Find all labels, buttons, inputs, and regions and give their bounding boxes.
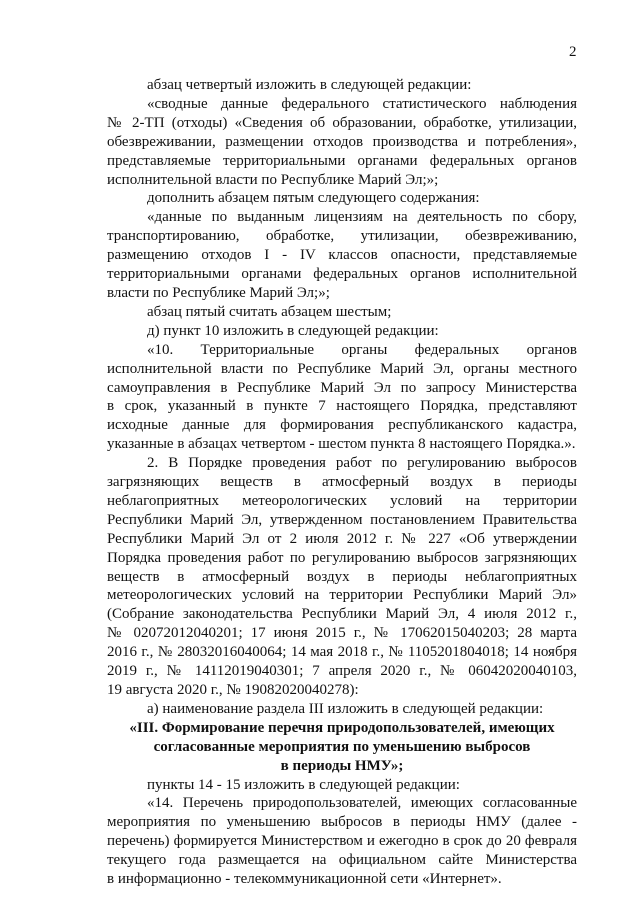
text-line: (Собрание законодательства Республики Марий Эл, 4 июля 2012 г., <box>107 606 577 623</box>
text-line: 19 августа 2020 г., № 19082020040278): <box>107 682 359 698</box>
text-line: перечень) формируется Министерством и ежегодно в срок до 20 февраля <box>107 833 577 850</box>
text-line: «10. Территориальные органы федеральных органов <box>147 341 577 358</box>
text-line: указанные в абзацах четвертом - шестом пункта 8 настоящего Порядка.». <box>107 436 576 453</box>
text-line: 2016 г., № 28032016040064; 14 мая 2018 г., № 1105201804018; 14 ноября <box>107 644 577 661</box>
text-line: транспортированию, обработке, утилизации, обезвреживанию, <box>107 228 577 245</box>
page-number: 2 <box>569 44 577 60</box>
text-line: Порядка проведения работ по регулированию выбросов загрязняющих <box>107 549 577 566</box>
text-line: абзац пятый считать абзацем шестым; <box>147 303 392 320</box>
text-line: исходные данные для формирования республиканского кадастра, <box>107 417 577 434</box>
text-line: метеорологических условий на территории Республики Марий Эл» <box>107 587 577 604</box>
text-line: «данные по выданным лицензиям на деятельность по сбору, <box>147 209 577 226</box>
text-line: 2019 г., № 14112019040301; 7 апреля 2020 г., № 06042020040103, <box>107 663 577 680</box>
text-line: «14. Перечень природопользователей, имеющих согласованные <box>147 795 577 812</box>
text-line: в информационно - телекоммуникационной сети «Интернет». <box>107 871 502 888</box>
text-line: № 2-ТП (отходы) «Сведения об образовании, обработке, утилизации, <box>107 114 577 131</box>
text-line: самоуправления в Республике Марий Эл по запросу Министерства <box>107 379 577 396</box>
text-line: загрязняющих веществ в атмосферный воздух в периоды <box>107 474 577 491</box>
text-line: а) наименование раздела III изложить в следующей редакции: <box>147 700 544 717</box>
text-line: д) пункт 10 изложить в следующей редакции: <box>147 322 439 339</box>
text-line: неблагоприятных метеорологических условий на территории <box>107 492 577 509</box>
text-line: веществ в атмосферный воздух в периоды неблагоприятных <box>107 568 577 585</box>
text-line: «сводные данные федерального статистического наблюдения <box>147 95 577 112</box>
text-line: обезвреживании, размещении отходов производства и потребления», <box>107 133 577 150</box>
text-line: мероприятия по уменьшению выбросов в периоды НМУ (далее - <box>107 814 577 831</box>
text-line: размещению отходов I - IV классов опасности, представляемые <box>107 247 577 264</box>
text-line: согласованные мероприятия по уменьшению выбросов <box>153 738 531 755</box>
text-line: в периоды НМУ»; <box>280 757 404 774</box>
text-line: пункты 14 - 15 изложить в следующей редакции: <box>147 776 460 793</box>
document-body <box>107 76 577 889</box>
text-line: № 02072012040201; 17 июня 2015 г., № 17062015040203; 28 марта <box>107 625 577 642</box>
text-line: представляемые территориальными органами федеральных органов <box>107 152 577 169</box>
text-line: власти по Республике Марий Эл;»; <box>107 284 330 301</box>
text-line: исполнительной власти по Республике Марий Эл;»; <box>107 171 439 188</box>
text-line: территориальными органами федеральных органов исполнительной <box>107 266 577 283</box>
text-line: абзац четвертый изложить в следующей редакции: <box>147 77 472 93</box>
text-line: исполнительной власти по Республике Марий Эл, органы местного <box>107 360 577 377</box>
text-line: в срок, указанный в пункте 7 настоящего Порядка, представляют <box>107 398 577 415</box>
text-line: дополнить абзацем пятым следующего содержания: <box>147 190 480 207</box>
text-line: Республики Марий Эл, утвержденном постановлением Правительства <box>107 511 577 528</box>
text-line: Республики Марий Эл от 2 июля 2012 г. № 227 «Об утверждении <box>107 530 577 547</box>
text-line: текущего года размещается на официальном сайте Министерства <box>107 852 577 869</box>
text-line: 2. В Порядке проведения работ по регулированию выбросов <box>147 455 577 472</box>
text-line: «III. Формирование перечня природопользователей, имеющих <box>129 719 555 736</box>
